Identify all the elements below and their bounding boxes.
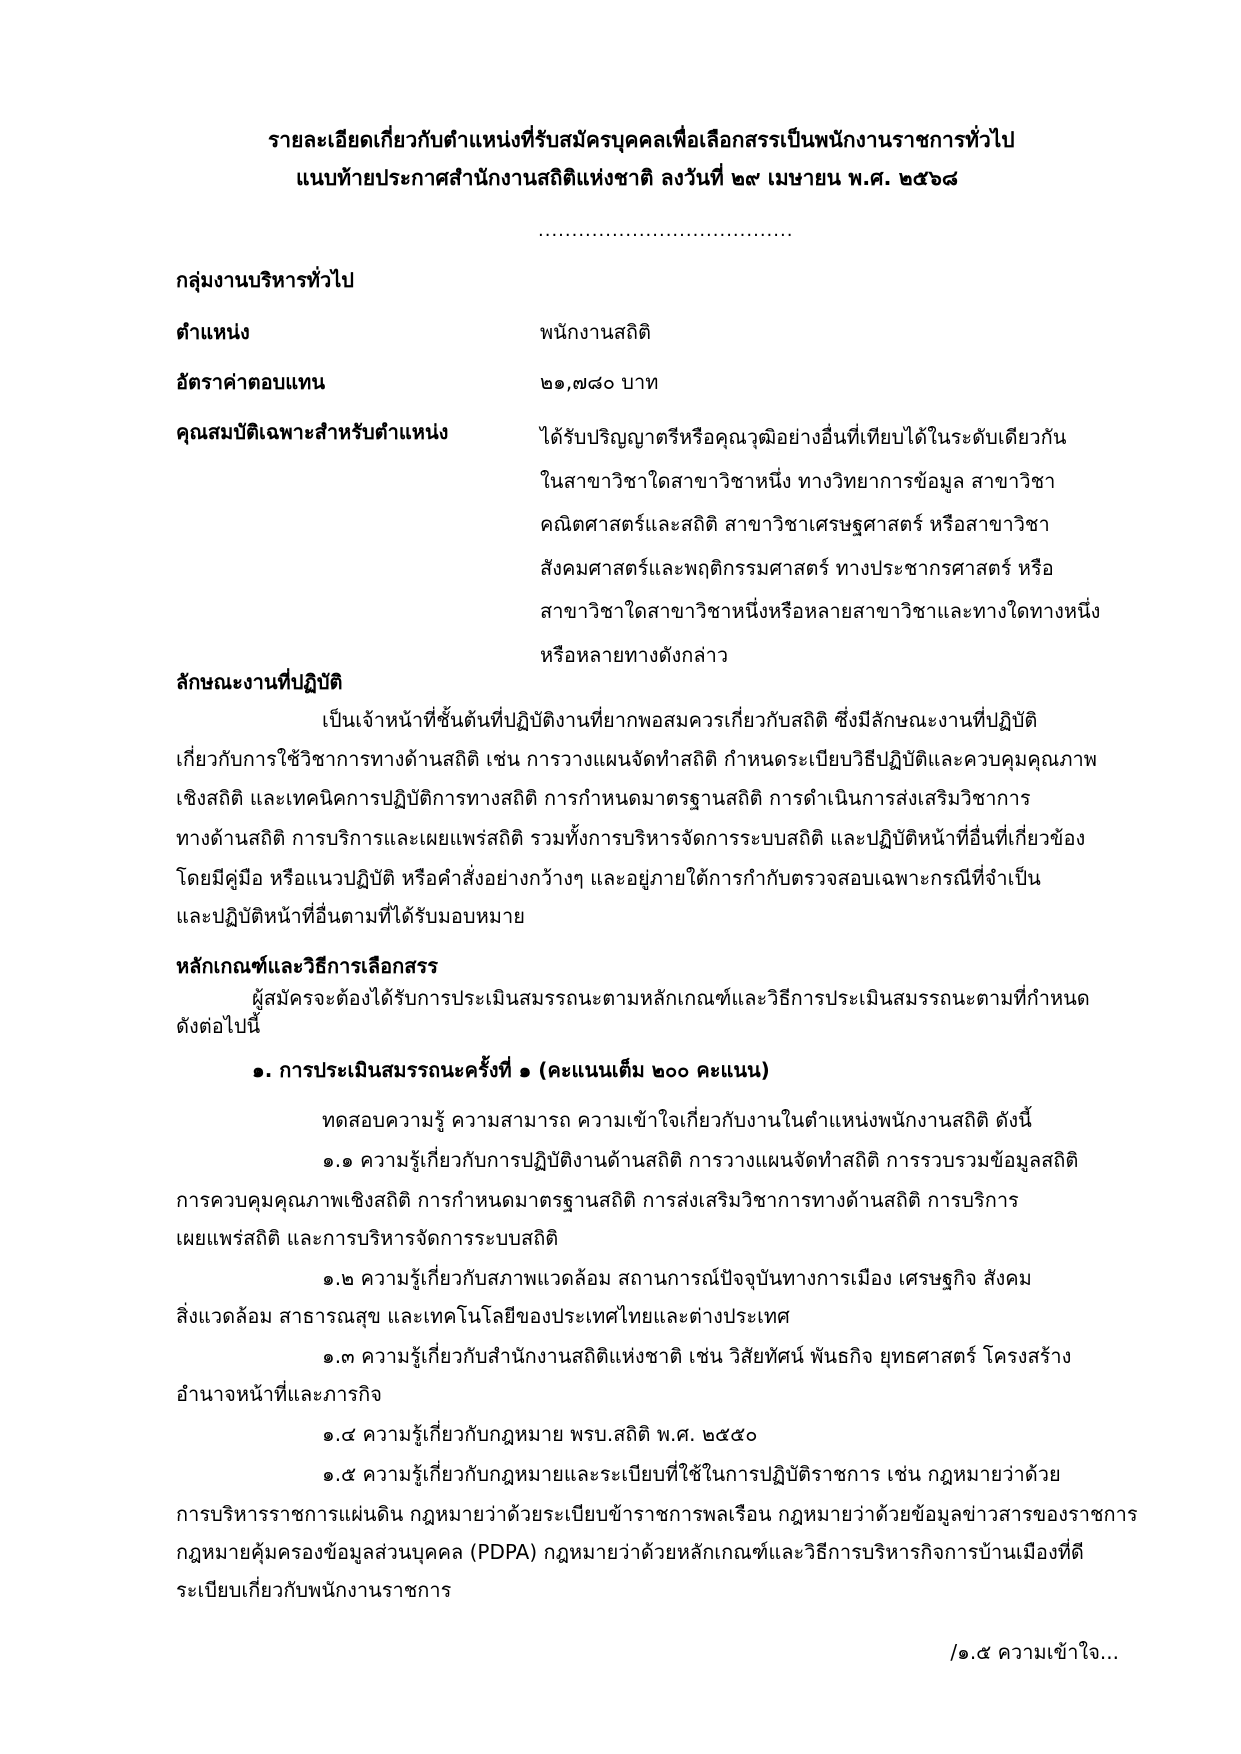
qualification-line: ในสาขาวิชาใดสาขาวิชาหนึ่ง ทางวิทยาการข้อมูล สาขาวิชา [540, 468, 1056, 493]
criteria-item-cont: การบริหารราชการแผ่นดิน กฎหมายว่าด้วยระเบียบข้าราชการพลเรือน กฎหมายว่าด้วยข้อมูลข่าวสารของราชการ [176, 1502, 1138, 1526]
doc-title-line-2: แนบท้ายประกาศสำนักงานสถิติแห่งชาติ ลงวันที่ ๒๙ เมษายน พ.ศ. ๒๕๖๘ [296, 166, 959, 190]
criteria-item-cont: การควบคุมคุณภาพเชิงสถิติ การกำหนดมาตรฐานสถิติ การส่งเสริมวิชาการทางด้านสถิติ การบริการ [176, 1188, 1019, 1212]
qualification-text [540, 416, 1100, 677]
criteria-item-first: ๑.๒ ความรู้เกี่ยวกับสภาพแวดล้อม สถานการณ์ปัจจุบันทางการเมือง เศรษฐกิจ สังคม [322, 1266, 1032, 1290]
salary-label: อัตราค่าตอบแทน [176, 370, 326, 394]
position-label: ตำแหน่ง [176, 320, 250, 344]
criteria-item-cont: กฎหมายคุ้มครองข้อมูลส่วนบุคคล (PDPA) กฎหมายว่าด้วยหลักเกณฑ์และวิธีการบริหารกิจการบ้านเมืองที่ดี [176, 1540, 1084, 1564]
qualification-line: สังคมศาสตร์และพฤติกรรมศาสตร์ ทางประชากรศาสตร์ หรือ [540, 555, 1054, 580]
criteria-item-cont: เผยแพร่สถิติ และการบริหารจัดการระบบสถิติ [176, 1226, 559, 1250]
title-divider: ...................................... [538, 220, 794, 241]
qualification-label: คุณสมบัติเฉพาะสำหรับตำแหน่ง [176, 420, 449, 444]
duties-line: เชิงสถิติ และเทคนิคการปฏิบัติการทางสถิติ การกำหนดมาตรฐานสถิติ การดำเนินการส่งเสริมวิชาการ [176, 786, 1031, 810]
page-continuation: /๑.๕ ความเข้าใจ... [950, 1640, 1119, 1664]
qualification-line: หรือหลายทางดังกล่าว [540, 642, 729, 667]
qualification-line: คณิตศาสตร์และสถิติ สาขาวิชาเศรษฐศาสตร์ หรือสาขาวิชา [540, 512, 1050, 536]
duties-line: และปฏิบัติหน้าที่อื่นตามที่ได้รับมอบหมาย [176, 904, 525, 928]
criteria-intro-line: ผู้สมัครจะต้องได้รับการประเมินสมรรถนะตามหลักเกณฑ์และวิธีการประเมินสมรรถนะตามที่กำหนด [252, 986, 1090, 1010]
doc-title-line-1: รายละเอียดเกี่ยวกับตำแหน่งที่รับสมัครบุคคลเพื่อเลือกสรรเป็นพนักงานราชการทั่วไป [268, 128, 1015, 152]
duties-line: โดยมีคู่มือ หรือแนวปฏิบัติ หรือคำสั่งอย่างกว้างๆ และอยู่ภายใต้การกำกับตรวจสอบเฉพาะกรณีที่จำเป็น [176, 866, 1041, 890]
criteria-item-cont: ระเบียบเกี่ยวกับพนักงานราชการ [176, 1578, 452, 1602]
criteria-item-first: ๑.๕ ความรู้เกี่ยวกับกฎหมายและระเบียบที่ใช้ในการปฏิบัติราชการ เช่น กฎหมายว่าด้วย [322, 1462, 1061, 1486]
criteria-item-cont: อำนาจหน้าที่และภารกิจ [176, 1382, 383, 1406]
criteria-heading: หลักเกณฑ์และวิธีการเลือกสรร [176, 954, 438, 978]
duties-line: เป็นเจ้าหน้าที่ชั้นต้นที่ปฏิบัติงานที่ยากพอสมควรเกี่ยวกับสถิติ ซึ่งมีลักษณะงานที่ปฏิบัติ [322, 708, 1038, 732]
salary-value: ๒๑,๗๘๐ บาท [540, 370, 659, 394]
duties-line: เกี่ยวกับการใช้วิชาการทางด้านสถิติ เช่น การวางแผนจัดทำสถิติ กำหนดระเบียบวิธีปฏิบัติและควบคุมคุณภาพ [176, 747, 1097, 771]
duties-line: ทางด้านสถิติ การบริการและเผยแพร่สถิติ รวมทั้งการบริหารจัดการระบบสถิติ และปฏิบัติหน้าที่อื่นที่เกี่ยวข้อง [176, 826, 1086, 850]
criteria-item-first: ๑.๑ ความรู้เกี่ยวกับการปฏิบัติงานด้านสถิติ การวางแผนจัดทำสถิติ การรวบรวมข้อมูลสถิติ [322, 1148, 1079, 1172]
position-value: พนักงานสถิติ [540, 320, 651, 344]
criteria-item-first: ๑.๔ ความรู้เกี่ยวกับกฎหมาย พรบ.สถิติ พ.ศ. ๒๕๕๐ [322, 1422, 758, 1446]
work-group-label: กลุ่มงานบริหารทั่วไป [176, 268, 354, 292]
round1-intro: ทดสอบความรู้ ความสามารถ ความเข้าใจเกี่ยวกับงานในตำแหน่งพนักงานสถิติ ดังนี้ [322, 1108, 1032, 1132]
duties-heading: ลักษณะงานที่ปฏิบัติ [176, 670, 343, 694]
qualification-line: ได้รับปริญญาตรีหรือคุณวุฒิอย่างอื่นที่เทียบได้ในระดับเดียวกัน [540, 425, 1067, 449]
qualification-line: สาขาวิชาใดสาขาวิชาหนึ่งหรือหลายสาขาวิชาและทางใดทางหนึ่ง [540, 599, 1101, 623]
round1-heading: ๑. การประเมินสมรรถนะครั้งที่ ๑ (คะแนนเต็ม ๒๐๐ คะแนน) [252, 1058, 770, 1082]
criteria-intro-line: ดังต่อไปนี้ [176, 1014, 261, 1038]
criteria-item-first: ๑.๓ ความรู้เกี่ยวกับสำนักงานสถิติแห่งชาติ เช่น วิสัยทัศน์ พันธกิจ ยุทธศาสตร์ โครงสร้าง [322, 1344, 1072, 1368]
criteria-item-cont: สิ่งแวดล้อม สาธารณสุข และเทคโนโลยีของประเทศไทยและต่างประเทศ [176, 1304, 790, 1328]
